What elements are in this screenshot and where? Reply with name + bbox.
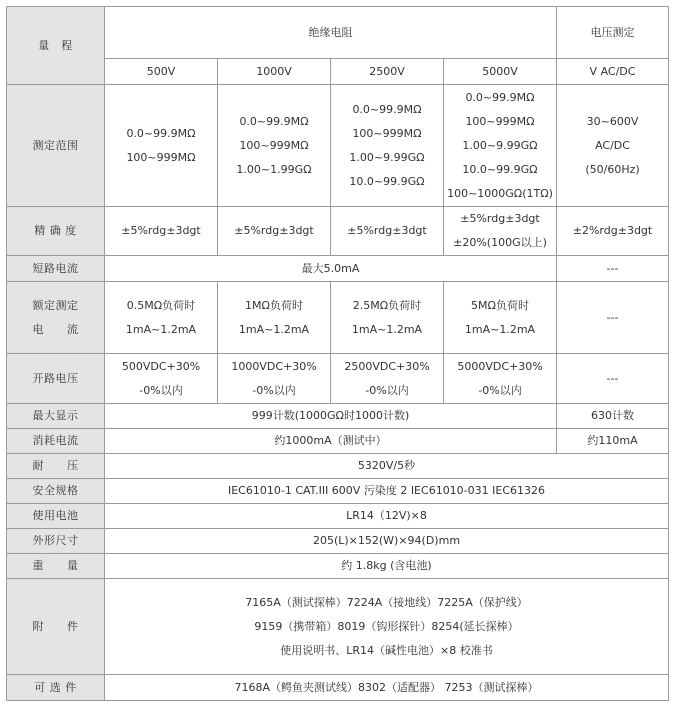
spec-table: [6, 6, 669, 701]
battery-row: [7, 504, 669, 529]
withstand-label: 耐 压: [7, 454, 105, 479]
max-display-label: 最大显示: [7, 404, 105, 429]
consumption-value: 约1000mA（测试中）: [105, 429, 557, 454]
options-label: 可 选 件: [7, 675, 105, 701]
weight-value: 约 1.8kg (含电池): [105, 554, 669, 579]
short-current-value: 最大5.0mA: [105, 256, 557, 282]
weight-row: [7, 554, 669, 579]
accuracy-1000v: ±5%rdg±3dgt: [218, 207, 331, 256]
accuracy-label: 精 确 度: [7, 207, 105, 256]
accessories-value: 7165A（测试探棒）7224A（接地线）7225A（保护线） 9159（携带箱）8019（钩形探针）8254(延长探棒） 使用说明书、LR14（碱性电池）×8 校准书: [105, 579, 669, 675]
open-voltage-voltage: ---: [557, 354, 669, 404]
accuracy-500v: ±5%rdg±3dgt: [105, 207, 218, 256]
open-voltage-5000v: 5000VDC+30% -0%以内: [444, 354, 557, 404]
measure-range-1000v: 0.0~99.9MΩ 100~999MΩ 1.00~1.99GΩ: [218, 85, 331, 207]
consumption-voltage: 约110mA: [557, 429, 669, 454]
col-2500v: 2500V: [331, 59, 444, 85]
short-current-row: [7, 256, 669, 282]
max-display-row: [7, 404, 669, 429]
col-500v: 500V: [105, 59, 218, 85]
header-row: [7, 7, 669, 59]
accuracy-row: [7, 207, 669, 256]
safety-label: 安全规格: [7, 479, 105, 504]
rated-current-5000v: 5MΩ负荷时 1mA~1.2mA: [444, 282, 557, 354]
dimensions-row: [7, 529, 669, 554]
short-current-voltage: ---: [557, 256, 669, 282]
rated-current-1000v: 1MΩ负荷时 1mA~1.2mA: [218, 282, 331, 354]
col-v-acdc: V AC/DC: [557, 59, 669, 85]
open-voltage-1000v: 1000VDC+30% -0%以内: [218, 354, 331, 404]
rated-current-2500v: 2.5MΩ负荷时 1mA~1.2mA: [331, 282, 444, 354]
accuracy-2500v: ±5%rdg±3dgt: [331, 207, 444, 256]
dimensions-label: 外形尺寸: [7, 529, 105, 554]
battery-value: LR14（12V)×8: [105, 504, 669, 529]
open-voltage-500v: 500VDC+30% -0%以内: [105, 354, 218, 404]
consumption-row: [7, 429, 669, 454]
rated-current-500v: 0.5MΩ负荷时 1mA~1.2mA: [105, 282, 218, 354]
measure-range-5000v: 0.0~99.9MΩ 100~999MΩ 1.00~9.99GΩ 10.0~99.9GΩ 100~1000GΩ(1TΩ): [444, 85, 557, 207]
consumption-label: 消耗电流: [7, 429, 105, 454]
rated-current-row: [7, 282, 669, 354]
insulation-group-header: 绝缘电阻: [105, 7, 557, 59]
col-1000v: 1000V: [218, 59, 331, 85]
safety-row: [7, 479, 669, 504]
measure-range-label: 测定范围: [7, 85, 105, 207]
short-current-label: 短路电流: [7, 256, 105, 282]
options-row: [7, 675, 669, 701]
voltage-measure-header: 电压测定: [557, 7, 669, 59]
dimensions-value: 205(L)×152(W)×94(D)mm: [105, 529, 669, 554]
accuracy-5000v: ±5%rdg±3dgt ±20%(100G以上): [444, 207, 557, 256]
range-label: 量 程: [7, 7, 105, 85]
rated-current-label: 额定测定 电 流: [7, 282, 105, 354]
rated-current-voltage: ---: [557, 282, 669, 354]
battery-label: 使用电池: [7, 504, 105, 529]
withstand-value: 5320V/5秒: [105, 454, 669, 479]
accessories-label: 附 件: [7, 579, 105, 675]
measure-range-2500v: 0.0~99.9MΩ 100~999MΩ 1.00~9.99GΩ 10.0~99.9GΩ: [331, 85, 444, 207]
open-voltage-label: 开路电压: [7, 354, 105, 404]
col-5000v: 5000V: [444, 59, 557, 85]
withstand-row: [7, 454, 669, 479]
weight-label: 重 量: [7, 554, 105, 579]
open-voltage-row: [7, 354, 669, 404]
accessories-row: [7, 579, 669, 675]
options-value: 7168A（鳄鱼夹测试线）8302（适配器） 7253（测试探棒）: [105, 675, 669, 701]
measure-range-500v: 0.0~99.9MΩ 100~999MΩ: [105, 85, 218, 207]
measure-range-row: [7, 85, 669, 207]
measure-range-voltage: 30~600V AC/DC (50/60Hz): [557, 85, 669, 207]
safety-value: IEC61010-1 CAT.III 600V 污染度 2 IEC61010-031 IEC61326: [105, 479, 669, 504]
voltage-column-row: [7, 59, 669, 85]
max-display-voltage: 630计数: [557, 404, 669, 429]
open-voltage-2500v: 2500VDC+30% -0%以内: [331, 354, 444, 404]
accuracy-voltage: ±2%rdg±3dgt: [557, 207, 669, 256]
max-display-value: 999计数(1000GΩ时1000计数): [105, 404, 557, 429]
